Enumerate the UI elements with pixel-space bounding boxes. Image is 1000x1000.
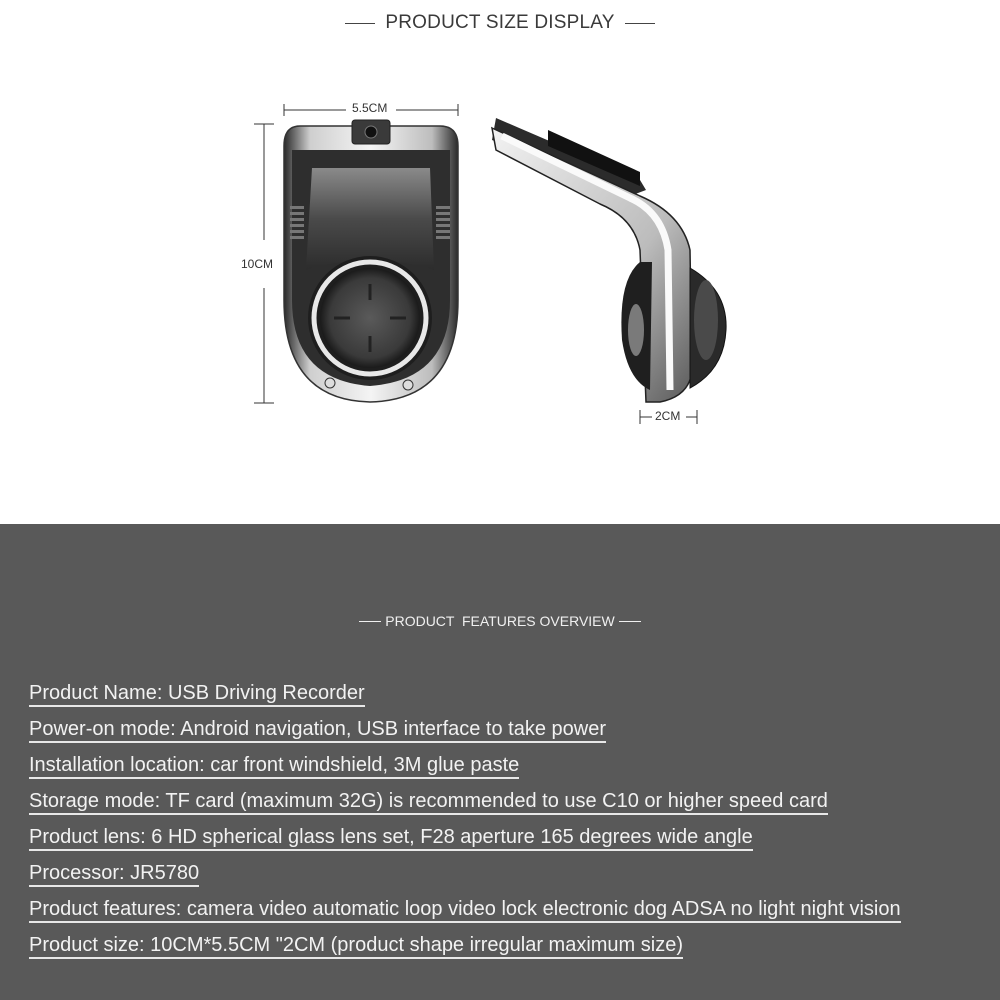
front-view-image (240, 95, 480, 415)
size-section-heading (0, 12, 1000, 34)
feature-item (29, 931, 901, 967)
sub-heading-rule-right (619, 621, 641, 622)
feature-item (29, 787, 901, 823)
feature-text: Installation location: car front windshield, 3M glue paste (29, 754, 519, 779)
width-dimension-label: 5.5CM (352, 101, 388, 115)
feature-text: Product lens: 6 HD spherical glass lens set, F28 aperture 165 degrees wide angle (29, 826, 753, 851)
feature-item (29, 895, 901, 931)
features-section-heading (0, 613, 1000, 629)
feature-text: Processor: JR5780 (29, 862, 199, 887)
depth-dimension-label: 2CM (655, 409, 681, 423)
feature-item (29, 751, 901, 787)
side-view-image (488, 110, 738, 430)
feature-item (29, 679, 901, 715)
features-section-title: PRODUCT FEATURES OVERVIEW (385, 613, 615, 629)
features-list (29, 679, 901, 967)
feature-text: Storage mode: TF card (maximum 32G) is recommended to use C10 or higher speed card (29, 790, 828, 815)
height-dimension-label: 10CM (241, 257, 274, 271)
size-section-title: PRODUCT SIZE DISPLAY (385, 12, 615, 33)
product-features-section (0, 524, 1000, 1000)
feature-text: Product Name: USB Driving Recorder (29, 682, 365, 707)
feature-item (29, 823, 901, 859)
heading-rule-left (345, 23, 375, 24)
feature-item (29, 715, 901, 751)
heading-rule-right (625, 23, 655, 24)
feature-text: Product size: 10CM*5.5CM "2CM (product shape irregular maximum size) (29, 934, 683, 959)
sub-heading-rule-left (359, 621, 381, 622)
feature-text: Product features: camera video automatic loop video lock electronic dog ADSA no light night vision (29, 898, 901, 923)
feature-text: Power-on mode: Android navigation, USB interface to take power (29, 718, 606, 743)
feature-item (29, 859, 901, 895)
